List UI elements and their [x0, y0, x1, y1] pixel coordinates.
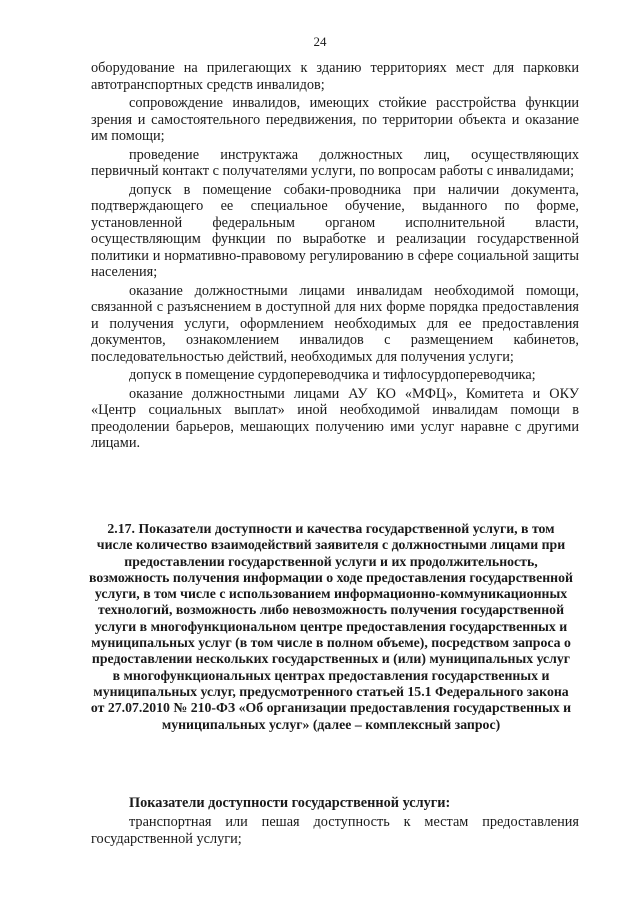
subsection-paragraph: транспортная или пешая доступность к местам предоставления государственной услуги; — [91, 814, 579, 847]
paragraph-escort: сопровождение инвалидов, имеющих стойкие расстройства функции зрения и самостоятельного передвижения, по территории объекта и оказание им помощи; — [91, 95, 579, 144]
paragraph-interpreter: допуск в помещение сурдопереводчика и тифлосурдопереводчика; — [129, 367, 536, 383]
section-heading: 2.17. Показатели доступности и качества государственной услуги, в том числе количество взаимодействий заявителя с должностными лицами при предоставлении государственной услуги и их продолжительность, возможность получения информации о ходе предоставления государственной услуги, в том числе с использованием информационно-коммуникационных технологий, возможность либо невозможность получения государственной услуги в многофункциональном центре предоставления государственных и муниципальных услуг (в том числе в полном объеме), посредством запроса о предоставлении нескольких государственных и (или) муниципальных услуг в многофункциональных центрах предоставления государственных и муниципальных услуг, предусмотренного статьей 15.1 Федерального закона от 27.07.2010 № 210-ФЗ «Об организации предоставления государственных и муниципальных услуг» (далее – комплексный запрос) — [89, 521, 573, 732]
subsection — [91, 795, 579, 850]
paragraph-assistance: оказание должностными лицами инвалидам необходимой помощи, связанной с разъяснением в доступной для них форме порядка предоставления и получения услуги, оформлением необходимых для ее предоставления документов, ознакомлением инвалидов с размещением кабинетов, последовательностью действий, необходимых для получения услуги; — [91, 282, 579, 365]
paragraph-parking: оборудование на прилегающих к зданию территориях мест для парковки автотранспортных средств инвалидов; — [91, 60, 579, 93]
page-number: 24 — [313, 34, 327, 49]
paragraph-other-help: оказание должностными лицами АУ КО «МФЦ», Комитета и ОКУ «Центр социальных выплат» иной необходимой инвалидам помощи в преодолении барьеров, мешающих получению ими услуг наравне с другими лицами. — [91, 385, 579, 451]
paragraph-briefing: проведение инструктажа должностных лиц, осуществляющих первичный контакт с получателями услуги, по вопросам работы с инвалидами; — [91, 146, 579, 179]
subsection-title: Показатели доступности государственной услуги: — [129, 795, 451, 811]
paragraph-guide-dog: допуск в помещение собаки-проводника при наличии документа, подтверждающего ее специальное обучение, выданного по форме, установленной федеральным органом исполнительной власти, осуществляющим функции по выработке и реализации государственной политики и нормативно-правовому регулированию в сфере социальной защиты населения; — [91, 181, 579, 280]
body-text — [91, 60, 579, 454]
